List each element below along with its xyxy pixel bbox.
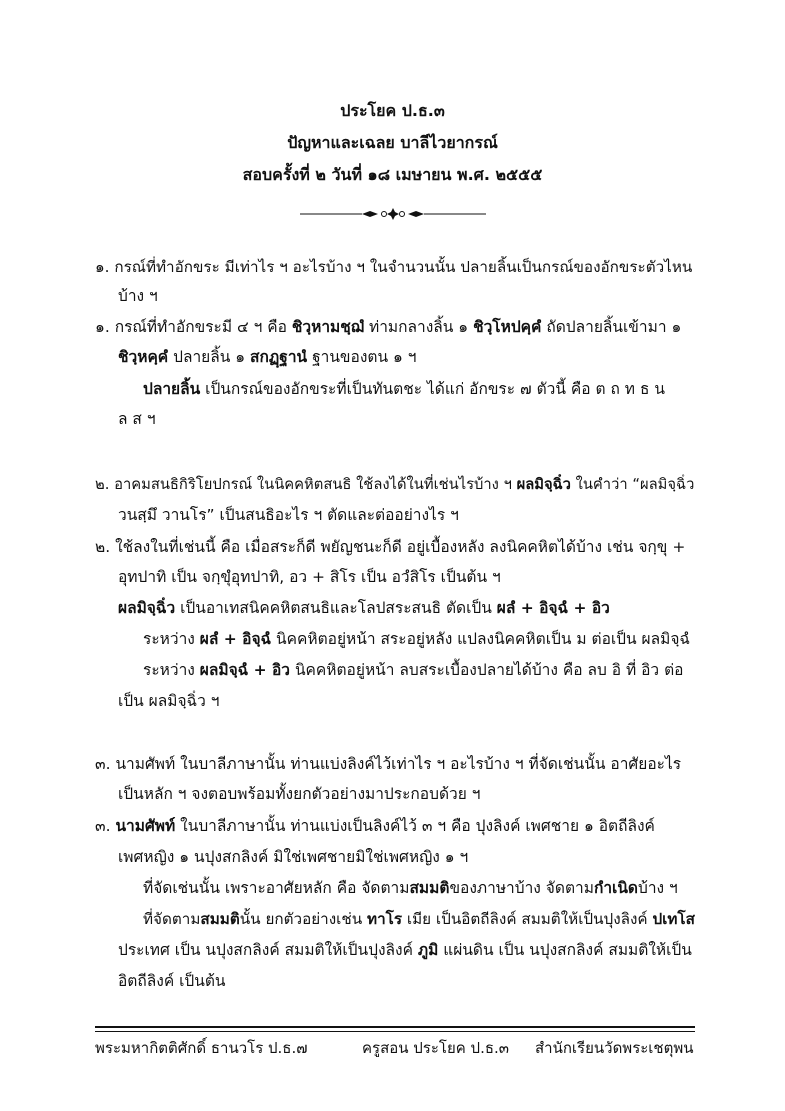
q3-answer-line-1 xyxy=(95,815,655,837)
q2-answer-line-3 xyxy=(118,597,610,619)
term-phalam-iccham: ผลํ + อิจฺฉํ xyxy=(199,630,272,648)
header-line-3: สอบครั้งที่ ๒ วันที่ ๑๘ เมษายน พ.ศ. ๒๕๕๕ xyxy=(242,165,543,184)
q2-answer-line-2: อุทปาทิ เป็น จกฺขุํอุทปาทิ, อว + สิโร เป็น อวํสิโร เป็นต้น ฯ xyxy=(118,568,501,586)
q3-answer-text: นั้น ยกตัวอย่างเช่น xyxy=(239,910,368,928)
q3-answer-text: ๓. xyxy=(95,817,116,835)
q3-answer-text: ที่จัดตาม xyxy=(143,910,201,928)
q2-answer-line-5 xyxy=(143,659,683,681)
term-phalamicchimva: ผลมิจฺฉิํว xyxy=(516,476,571,493)
q3-answer-text: ประเทศ เป็น นปุงสกลิงค์ สมมติให้เป็นปุงลิงค์ xyxy=(118,941,418,959)
term-taro: ทาโร xyxy=(367,910,403,928)
q3-answer-text: ที่จัดเช่นนั้น เพราะอาศัยหลัก คือ จัดตาม xyxy=(143,879,410,897)
q3-answer-line-5 xyxy=(118,939,692,961)
footer-author: พระมหากิตติศักดิ์ ธานวโร ป.ธ.๗ xyxy=(95,1039,308,1057)
q2-answer-text: นิคคหิตอยู่หน้า สระอยู่หลัง แปลงนิคคหิตเป็น ม ต่อเป็น ผลมิจฺฉํ xyxy=(271,630,690,648)
q3-answer-text: บ้าง ฯ xyxy=(638,879,678,897)
q1-answer-text: ฐานของตน ๑ ฯ xyxy=(307,348,417,366)
q1-answer-text: ๑. กรณ์ที่ทำอักขระมี ๔ ฯ คือ xyxy=(95,318,292,336)
q1-answer-line-3 xyxy=(143,378,665,400)
header-line-1: ประโยค ป.ธ.๓ xyxy=(340,101,445,120)
q1-answer-text: เป็นกรณ์ของอักขระที่เป็นทันตชะ ได้แก่ อักขระ ๗ ตัวนี้ คือ ต ถ ท ธ น xyxy=(200,380,665,398)
term-bhumi: ภูมิ xyxy=(417,941,439,959)
footer-office: สำนักเรียนวัดพระเชตุพน xyxy=(535,1039,694,1057)
q2-answer-line-6: เป็น ผลมิจฺฉิํว ฯ xyxy=(118,692,220,710)
q2-answer-text: ระหว่าง xyxy=(143,630,200,648)
term-namasap: นามศัพท์ xyxy=(115,817,176,835)
term-sommot: สมมติ xyxy=(409,879,450,897)
q1-answer-line-1 xyxy=(95,316,681,338)
ornament-divider-icon xyxy=(300,207,486,221)
q1-answer-text: ถัดปลายลิ้นเข้ามา ๑ xyxy=(541,318,682,336)
q2-question-text: ๒. อาคมสนธิกิริโยปกรณ์ ในนิคคหิตสนธิ ใช้ลงได้ในที่เช่นไรบ้าง ฯ xyxy=(95,476,517,493)
q3-answer-text: ในบาลีภาษานั้น ท่านแบ่งเป็นลิงค์ไว้ ๓ ฯ คือ ปุงลิงค์ เพศชาย ๑ อิตถีลิงค์ xyxy=(175,817,655,835)
header-line-2: ปัญหาและเฉลย บาลีไวยากรณ์ xyxy=(287,133,498,152)
term-phalamicchimva: ผลมิจฺฉิํว xyxy=(118,599,176,617)
q2-answer-text: นิคคหิตอยู่หน้า ลบสระเบื้องปลายได้บ้าง คือ ลบ อิ ที่ อิว ต่อ xyxy=(290,661,684,679)
term-kamnoet: กำเนิด xyxy=(593,879,638,897)
q2-answer-text: เป็นอาเทสนิคคหิตสนธิและโลปสระสนธิ ตัดเป็น xyxy=(175,599,497,617)
q1-question-line-1: ๑. กรณ์ที่ทำอักขระ มีเท่าไร ฯ อะไรบ้าง ฯ ในจำนวนนั้น ปลายลิ้นเป็นกรณ์ของอักขระตัวไหน xyxy=(95,258,693,276)
term-palai-lin: ปลายลิ้น xyxy=(143,380,201,398)
q3-answer-text: แผ่นดิน เป็น นปุงสกลิงค์ สมมติให้เป็น xyxy=(438,941,692,959)
q1-question-line-2: บ้าง ฯ xyxy=(118,287,158,305)
q3-question-line-1: ๓. นามศัพท์ ในบาลีภาษานั้น ท่านแบ่งลิงค์ไว้เท่าไร ฯ อะไรบ้าง ฯ ที่จัดเช่นนั้น อาศัยอะไร xyxy=(95,755,682,773)
q2-answer-line-1: ๒. ใช้ลงในที่เช่นนี้ คือ เมื่อสระก็ดี พยัญชนะก็ดี อยู่เบื้องหลัง ลงนิคคหิตได้บ้าง เช่น จกฺขุ + xyxy=(95,538,686,556)
term-sakatthanam: สกฏฺฐานํ xyxy=(250,348,308,366)
q1-answer-text: ท่ามกลางลิ้น ๑ xyxy=(364,318,474,336)
q1-answer-line-4: ล ส ฯ xyxy=(118,410,156,428)
footer-role: ครูสอน ประโยค ป.ธ.๓ xyxy=(362,1039,510,1057)
term-split-form: ผลํ + อิจฺฉํ + อิว xyxy=(496,599,610,617)
q3-question-line-2: เป็นหลัก ฯ จงตอบพร้อมทั้งยกตัวอย่างมาประกอบด้วย ฯ xyxy=(118,785,481,803)
q1-answer-line-2 xyxy=(118,346,416,368)
term-sommot: สมมติ xyxy=(200,910,240,928)
term-jivhamajjham: ชิวฺหามชฺฌํ xyxy=(291,318,365,336)
footer-rule-thin xyxy=(95,1031,695,1032)
footer-rule-thick xyxy=(95,1026,695,1028)
q3-answer-line-3 xyxy=(143,877,678,899)
q2-question-text: ในคำว่า “ผลมิจฺฉิํว xyxy=(570,476,695,493)
q3-answer-line-2: เพศหญิง ๑ นปุงสกลิงค์ มิใช่เพศชายมิใช่เพศหญิง ๑ ฯ xyxy=(118,848,469,866)
q2-question-line-2: วนสฺมึ วานโร” เป็นสนธิอะไร ฯ ตัดและต่ออย่างไร ฯ xyxy=(118,506,459,524)
q2-question-line-1 xyxy=(95,474,694,496)
term-phalamiccham-iva: ผลมิจฺฉํ + อิว xyxy=(199,661,291,679)
q3-answer-line-6: อิตถีลิงค์ เป็นต้น xyxy=(118,972,226,990)
q2-answer-line-4 xyxy=(143,628,690,650)
term-jivhaggam: ชิวฺหคฺคํ xyxy=(118,348,169,366)
q3-answer-line-4 xyxy=(143,908,695,930)
q1-answer-text: ปลายลิ้น ๑ xyxy=(168,348,251,366)
q3-answer-text: ของภาษาบ้าง จัดตาม xyxy=(449,879,594,897)
q2-answer-text: ระหว่าง xyxy=(143,661,200,679)
term-padeso: ปเทโส xyxy=(652,910,695,928)
q3-answer-text: เมีย เป็นอิตถีลิงค์ สมมติให้เป็นปุงลิงค์ xyxy=(402,910,653,928)
term-jivhopaggam: ชิวฺโหปคฺคํ xyxy=(473,318,542,336)
